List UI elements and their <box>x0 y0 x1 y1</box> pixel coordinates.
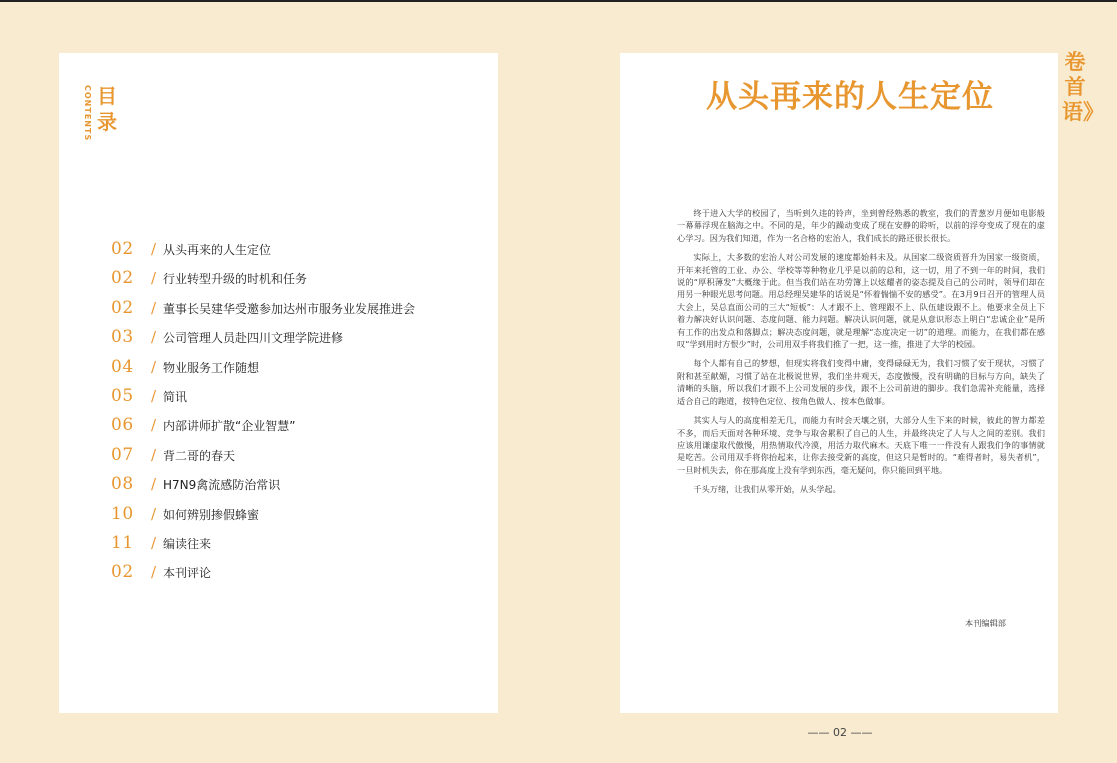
contents-item-title: H7N9禽流感防治常识 <box>163 478 281 493</box>
contents-item[interactable] <box>111 474 491 503</box>
contents-item-page-number: 02 <box>111 239 134 259</box>
contents-item[interactable] <box>111 386 491 415</box>
contents-item-page-number: 02 <box>111 297 134 318</box>
article-paragraph: 终于进入大学的校园了，当听到久违的铃声，坐到曾经熟悉的教室，我们的青葱岁月便如电影般一幕幕浮现在脑海之中。不同的是，年少的躁动变成了现在安静的聆听，以前的浮夸变成了现在的虚心学习。因为我们知道，作为一名合格的宏治人，我们成长的路还很长很长。 <box>677 208 1045 243</box>
contents-item[interactable] <box>111 445 491 474</box>
contents-item-title: 简讯 <box>163 389 188 404</box>
contents-item-slash: / <box>151 328 157 347</box>
article-paragraph: 实际上，大多数的宏治人对公司发展的速度都始料未及。从国家二级资质晋升为国家一级资质，开年来托管的工业、办公、学校等等种物业几乎是以前的总和，这一切，用了不到一年的时间，我们说的“厚积薄发”大概缘于此。但当我们站在功劳簿上以炫耀者的姿态提及自己的公司时，领导们却在用另一种眼光思考问题。用总经理吴建华的话说是“怀着惴惴不安的感受”。在3月9日召开的管理人员大会上，吴总直面公司的三大“短板”：人才跟不上、管理跟不上、队伍建设跟不上。他要求全员上下着力解决好认识问题、态度问题、能力问题。解决认识问题，就是从意识形态上明白“忠诚企业”是所有工作的出发点和落脚点；解决态度问题，就是理解“态度决定一切”的道理。而能力，在我们都在感叹“学到用时方恨少”时，公司用双手将我们推了一把，这一推，推进了大学的校园。 <box>677 252 1045 350</box>
contents-item[interactable] <box>111 298 491 327</box>
contents-item-slash: / <box>151 533 157 552</box>
contents-item[interactable] <box>111 415 491 444</box>
contents-item-slash: / <box>151 357 157 376</box>
contents-item-page-number: 05 <box>111 385 134 406</box>
section-tag-foreword: 卷首语》 <box>1062 50 1104 124</box>
contents-item-title: 物业服务工作随想 <box>163 360 260 375</box>
contents-item-title: 如何辨别掺假蜂蜜 <box>163 507 260 522</box>
contents-item-slash: / <box>151 269 157 288</box>
contents-heading-chinese: 目录 <box>97 84 117 134</box>
contents-item-page-number: 07 <box>111 444 134 465</box>
contents-item[interactable] <box>111 562 491 591</box>
contents-item-title: 行业转型升级的时机和任务 <box>163 272 308 287</box>
article-paragraph: 每个人都有自己的梦想，但现实将我们变得中庸，变得碌碌无为，我们习惯了安于现状，习惯了附和甚至献媚，习惯了站在北极说世界，我们坐井观天，态度傲慢，没有明确的目标与方向，缺失了清晰的头脑，所以我们才跟不上公司发展的步伐，跟不上公司前进的脚步。我们急需补充能量，选择适合自己的跑道，按特色定位、按角色做人、按本色做事。 <box>677 358 1045 406</box>
contents-item-title: 董事长吴建华受邀参加达州市服务业发展推进会 <box>163 301 416 316</box>
contents-item-page-number: 06 <box>111 415 134 436</box>
contents-item-page-number: 03 <box>111 327 134 348</box>
contents-item-page-number: 08 <box>111 474 134 495</box>
contents-heading-english: CONTENTS <box>83 85 92 142</box>
contents-item-title: 背二哥的春天 <box>163 448 236 463</box>
contents-item[interactable] <box>111 533 491 562</box>
contents-item-slash: / <box>151 386 157 405</box>
contents-item-slash: / <box>151 504 157 523</box>
contents-item[interactable] <box>111 268 491 297</box>
top-border-line <box>0 0 1117 2</box>
contents-item-title: 公司管理人员赴四川文理学院进修 <box>163 331 344 346</box>
contents-item-page-number: 11 <box>111 532 134 553</box>
article-page <box>620 53 1058 713</box>
contents-item[interactable] <box>111 357 491 386</box>
contents-item-slash: / <box>151 475 157 494</box>
article-editor-signature: 本刊编辑部 <box>965 618 1006 628</box>
page-number: —— 02 —— <box>807 726 873 739</box>
contents-item-title: 从头再来的人生定位 <box>163 243 272 257</box>
contents-page <box>59 53 498 713</box>
contents-item-slash: / <box>151 416 157 435</box>
contents-item[interactable] <box>111 504 491 533</box>
contents-item-title: 编读往来 <box>163 536 212 551</box>
contents-list <box>111 239 491 592</box>
article-paragraph: 其实人与人的高度相差无几，而能力有时会天壤之别，大部分人生下来的时候，彼此的智力都差不多，而后天面对各种环境、竞争与取舍累积了自己的人生，并最终决定了人与人之间的差别。我们应该用谦虚取代傲慢，用热情取代冷漠，用活力取代麻木。天底下唯一一件没有人跟我们争的事情就是吃苦。公司用双手将你抬起来，让你去接受新的高度，但这只是暂时的。“难得者时，易失者机”，一旦时机失去，你在那高度上没有学到东西，毫无疑问，你只能回到平地。 <box>677 415 1045 475</box>
contents-item-slash: / <box>151 240 157 258</box>
article-paragraph: 千头万绪，让我们从零开始，从头学起。 <box>693 484 841 495</box>
article-body <box>677 207 1045 503</box>
contents-item-slash: / <box>151 445 157 464</box>
contents-item-page-number: 02 <box>111 268 134 289</box>
contents-item-slash: / <box>151 563 157 582</box>
contents-item-page-number: 04 <box>111 356 134 377</box>
contents-item[interactable] <box>111 327 491 356</box>
contents-item-page-number: 10 <box>111 503 134 524</box>
contents-item-title: 本刊评论 <box>163 566 212 581</box>
contents-item[interactable] <box>111 239 491 268</box>
contents-item-title: 内部讲师扩散“企业智慧” <box>163 419 296 434</box>
article-title: 从头再来的人生定位 <box>706 79 994 115</box>
contents-item-slash: / <box>151 298 157 317</box>
contents-item-page-number: 02 <box>111 562 134 583</box>
